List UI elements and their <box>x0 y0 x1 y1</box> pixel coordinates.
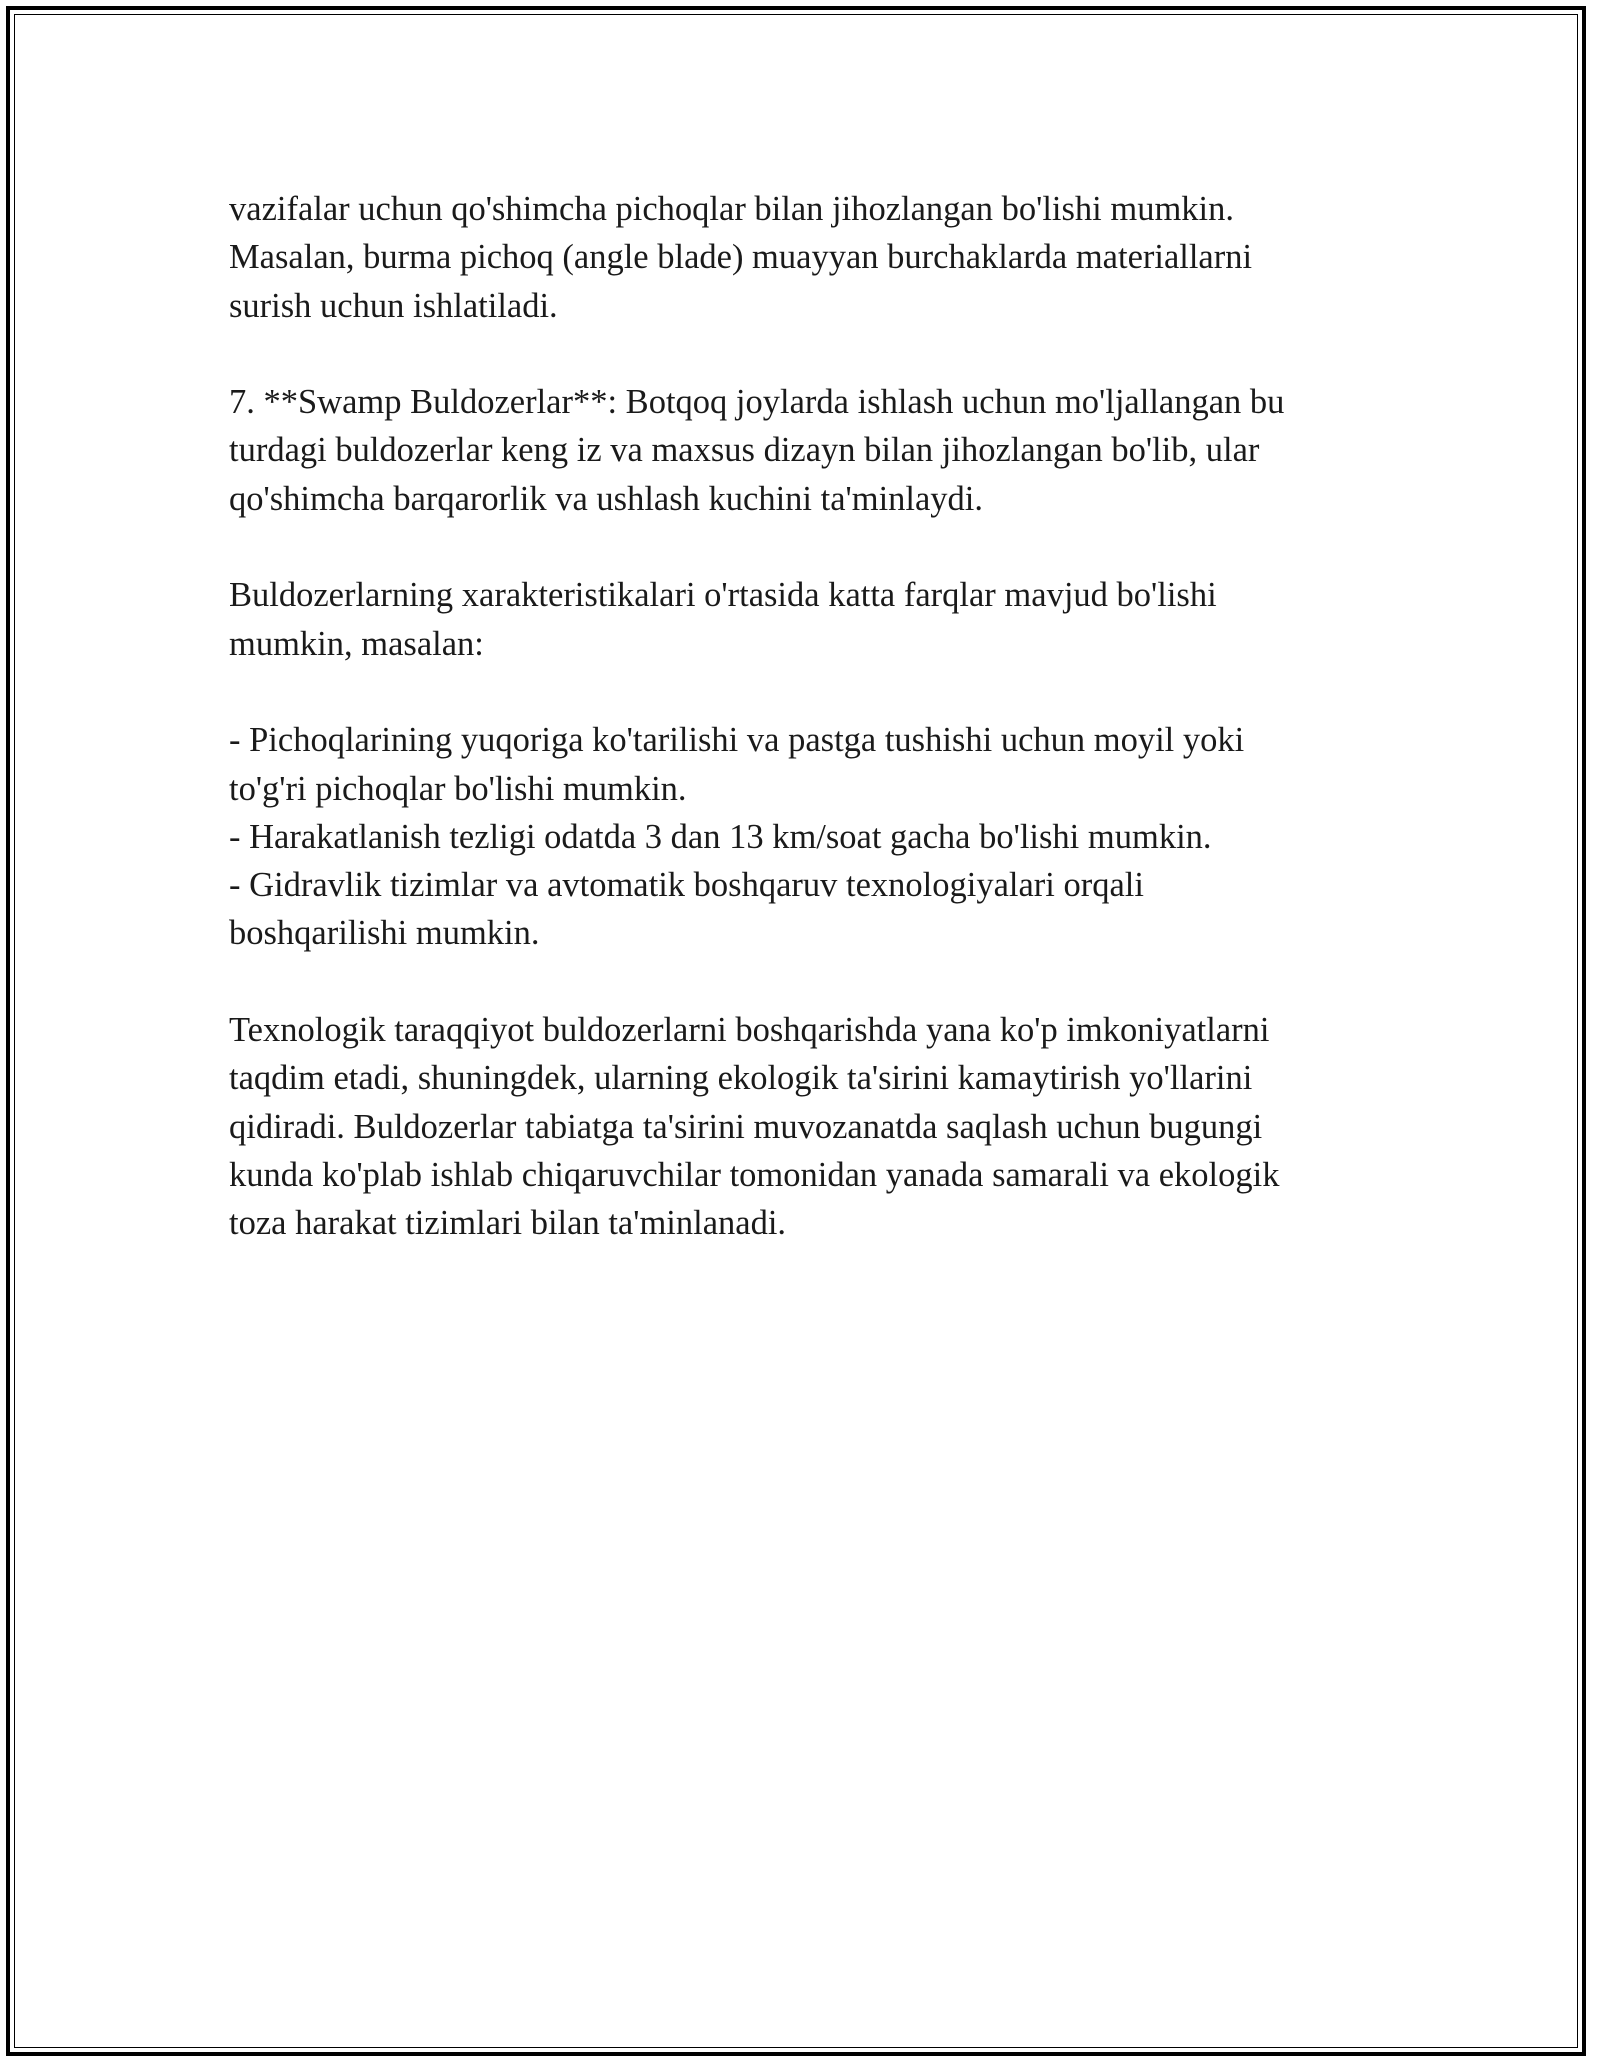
text-line: kunda ko'plab ishlab chiqaruvchilar tomonidan yanada samarali va ekologik <box>229 1155 1280 1194</box>
paragraph-spacer <box>229 958 1399 1006</box>
paragraph-spacer <box>229 523 1399 571</box>
characteristics-list <box>229 716 1399 957</box>
list-item-line: - Harakatlanish tezligi odatda 3 dan 13 km/soat gacha bo'lishi mumkin. <box>229 817 1212 856</box>
text-line: Masalan, burma pichoq (angle blade) muayyan burchaklarda materiallarni <box>229 238 1253 277</box>
text-line: turdagi buldozerlar keng iz va maxsus dizayn bilan jihozlangan bo'lib, ular <box>229 431 1260 470</box>
paragraph-technology <box>229 1006 1399 1247</box>
document-body <box>229 185 1399 1248</box>
text-line: 7. **Swamp Buldozerlar**: Botqoq joylarda ishlash uchun mo'ljallangan bu <box>229 383 1285 422</box>
text-line: vazifalar uchun qo'shimcha pichoqlar bilan jihozlangan bo'lishi mumkin. <box>229 190 1235 228</box>
list-item-line: - Pichoqlarining yuqoriga ko'tarilishi va pastga tushishi uchun moyil yoki <box>229 721 1245 760</box>
paragraph-blade-types <box>229 185 1399 330</box>
paragraph-spacer <box>229 668 1399 716</box>
text-line: Buldozerlarning xarakteristikalari o'rtasida katta farqlar mavjud bo'lishi <box>229 576 1217 615</box>
list-item-line: boshqarilishi mumkin. <box>229 914 540 953</box>
paragraph-characteristics-intro <box>229 571 1399 668</box>
paragraph-spacer <box>229 330 1399 378</box>
text-line: qo'shimcha barqarorlik va ushlash kuchini ta'minlaydi. <box>229 479 984 518</box>
text-line: surish uchun ishlatiladi. <box>229 286 558 325</box>
paragraph-swamp-bulldozers <box>229 378 1399 523</box>
text-line: qidiradi. Buldozerlar tabiatga ta'sirini muvozanatda saqlash uchun bugungi <box>229 1107 1263 1146</box>
text-line: mumkin, masalan: <box>229 624 484 663</box>
text-line: Texnologik taraqqiyot buldozerlarni boshqarishda yana ko'p imkoniyatlarni <box>229 1011 1270 1050</box>
text-line: taqdim etadi, shuningdek, ularning ekologik ta'sirini kamaytirish yo'llarini <box>229 1059 1253 1098</box>
list-item-line: to'g'ri pichoqlar bo'lishi mumkin. <box>229 769 687 808</box>
list-item-line: - Gidravlik tizimlar va avtomatik boshqaruv texnologiyalari orqali <box>229 866 1144 905</box>
text-line: toza harakat tizimlari bilan ta'minlanadi. <box>229 1204 787 1243</box>
